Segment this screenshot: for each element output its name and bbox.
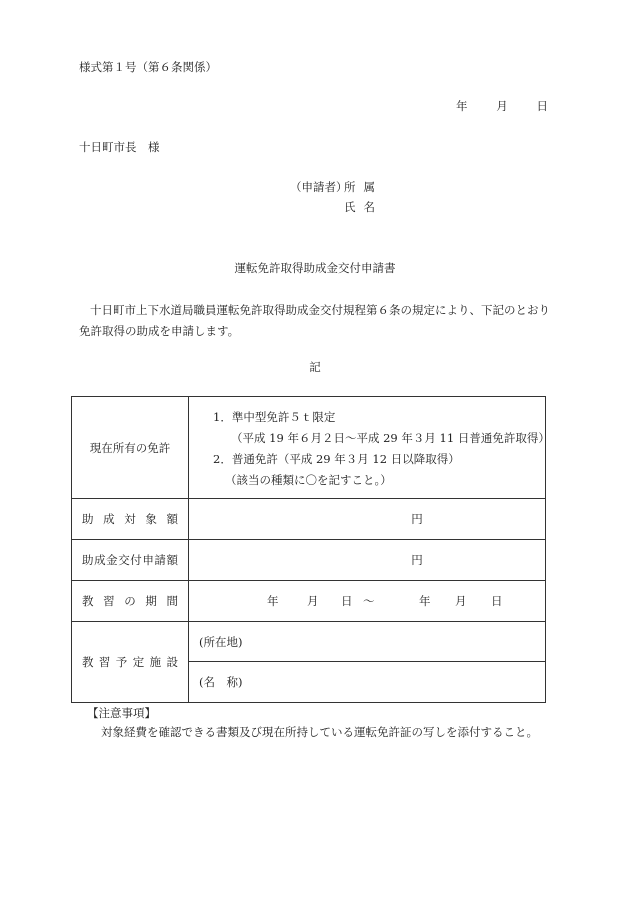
application-table bbox=[71, 396, 550, 703]
document-body: 十日町市上下水道局職員運転免許取得助成金交付規程第６条の規定により、下記のとおり免許取得の助成を申請します。 bbox=[79, 303, 550, 338]
subsidy-amount-label: 助成対象額 bbox=[72, 499, 189, 540]
period-label: 教習の期間 bbox=[72, 581, 189, 622]
period-start-day: 日 bbox=[341, 594, 353, 608]
period-start-year: 年 bbox=[267, 594, 279, 608]
period-end-year: 年 bbox=[419, 594, 431, 608]
application-amount-value: 円 bbox=[189, 540, 546, 581]
license-option-1-detail: （平成 19 年６月２日～平成 29 年３月 11 日普通免許取得） bbox=[231, 431, 550, 445]
notes-heading: 【注意事項】 bbox=[87, 706, 156, 720]
subsidy-amount-value: 円 bbox=[189, 499, 546, 540]
application-amount-row bbox=[72, 540, 546, 581]
period-separator: ～ bbox=[363, 594, 375, 608]
period-start-month: 月 bbox=[307, 594, 319, 608]
date-year: 年 bbox=[456, 99, 468, 113]
license-option-2: 2．普通免許（平成 29 年３月 12 日以降取得） bbox=[213, 452, 460, 466]
period-end-month: 月 bbox=[455, 594, 467, 608]
license-options bbox=[189, 397, 550, 499]
license-label: 現在所有の免許 bbox=[72, 397, 189, 499]
license-option-1: 1．準中型免許５ｔ限定 bbox=[213, 410, 336, 424]
facility-location-row bbox=[72, 622, 546, 662]
period-end-day: 日 bbox=[491, 594, 503, 608]
applicant-affiliation-row bbox=[290, 179, 384, 199]
period-value bbox=[189, 581, 546, 622]
application-amount-label: 助成金交付申請額 bbox=[72, 540, 189, 581]
name-label: 氏名 bbox=[344, 200, 383, 214]
applicant-name-row bbox=[290, 199, 384, 219]
date-day: 日 bbox=[536, 99, 548, 113]
subsidy-amount-row bbox=[72, 499, 546, 540]
date-line bbox=[456, 98, 548, 114]
addressee: 十日町市長 様 bbox=[79, 140, 160, 154]
license-option-note: （該当の種類に〇を記すこと。） bbox=[225, 473, 392, 487]
document-title: 運転免許取得助成金交付申請書 bbox=[234, 261, 396, 275]
period-row bbox=[72, 581, 546, 622]
form-number: 様式第１号（第６条関係） bbox=[79, 60, 217, 74]
affiliation-label: 所属 bbox=[344, 180, 383, 194]
facility-name: (名 称) bbox=[189, 662, 546, 703]
date-month: 月 bbox=[496, 99, 508, 113]
ki-heading: 記 bbox=[309, 360, 321, 374]
notes-text: 対象経費を確認できる書類及び現在所持している運転免許証の写しを添付すること。 bbox=[101, 725, 538, 739]
facility-label: 教習予定施設 bbox=[72, 622, 189, 703]
applicant-prefix: （申請者） bbox=[290, 180, 348, 194]
license-row bbox=[72, 397, 546, 499]
facility-location: (所在地) bbox=[189, 622, 546, 662]
applicant-block bbox=[290, 179, 384, 219]
